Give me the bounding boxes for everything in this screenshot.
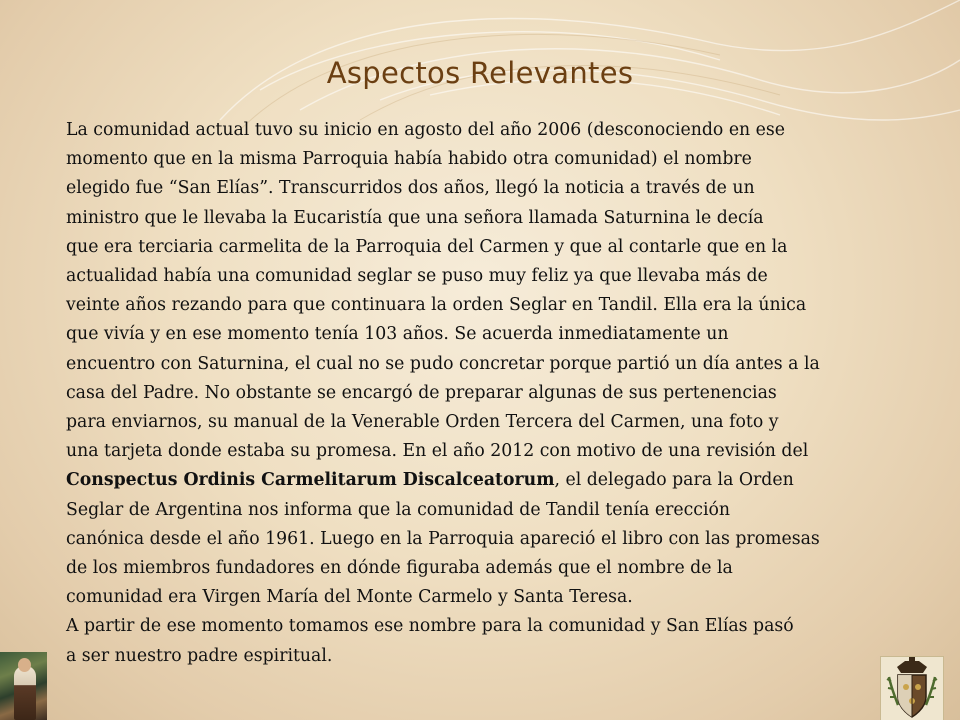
text-line: a ser nuestro padre espiritual. xyxy=(66,645,333,666)
saint-head xyxy=(18,658,31,672)
text-line: encuentro con Saturnina, el cual no se pudo concretar porque partió un día antes a la xyxy=(66,353,820,374)
text-line: actualidad había una comunidad seglar se puso muy feliz ya que llevaba más de xyxy=(66,266,768,287)
text-line: veinte años rezando para que continuara la orden Seglar en Tandil. Ella era la única xyxy=(66,295,807,316)
text-line: comunidad era Virgen María del Monte Carmelo y Santa Teresa. xyxy=(66,587,633,608)
text-line xyxy=(66,466,946,495)
saint-figure xyxy=(14,666,36,720)
coat-of-arms-icon xyxy=(881,657,943,720)
carmelite-coat-of-arms-image xyxy=(880,656,944,720)
text-line: Seglar de Argentina nos informa que la comunidad de Tandil tenía erección xyxy=(66,499,731,520)
text-line: canónica desde el año 1961. Luego en la Parroquia apareció el libro con las promesas xyxy=(66,528,820,549)
document-title-bold: Conspectus Ordinis Carmelitarum Discalceatorum xyxy=(66,470,555,491)
text-line: La comunidad actual tuvo su inicio en agosto del año 2006 (desconociendo en ese xyxy=(66,120,785,140)
text-line: que era terciaria carmelita de la Parroquia del Carmen y que al contarle que en la xyxy=(66,236,788,257)
slide-body-text xyxy=(66,116,946,671)
text-line: momento que en la misma Parroquia había habido otra comunidad) el nombre xyxy=(66,149,752,170)
text-line: ministro que le llevaba la Eucaristía que una señora llamada Saturnina le decía xyxy=(66,207,764,228)
text-line: de los miembros fundadores en dónde figuraba además que el nombre de la xyxy=(66,558,733,579)
text-line: para enviarnos, su manual de la Venerable Orden Tercera del Carmen, una foto y xyxy=(66,412,779,433)
text-line: una tarjeta donde estaba su promesa. En el año 2012 con motivo de una revisión del xyxy=(66,441,809,462)
text-line: que vivía y en ese momento tenía 103 años. Se acuerda inmediatamente un xyxy=(66,324,729,345)
saint-painting-image xyxy=(0,652,47,720)
slide-title: Aspectos Relevantes xyxy=(326,56,634,90)
text-line: A partir de ese momento tomamos ese nombre para la comunidad y San Elías pasó xyxy=(66,616,794,637)
text-line-rest: , el delegado para la Orden xyxy=(554,470,794,491)
text-line: casa del Padre. No obstante se encargó de preparar algunas de sus pertenencias xyxy=(66,382,777,403)
text-line: elegido fue “San Elías”. Transcurridos dos años, llegó la noticia a través de un xyxy=(66,178,755,199)
